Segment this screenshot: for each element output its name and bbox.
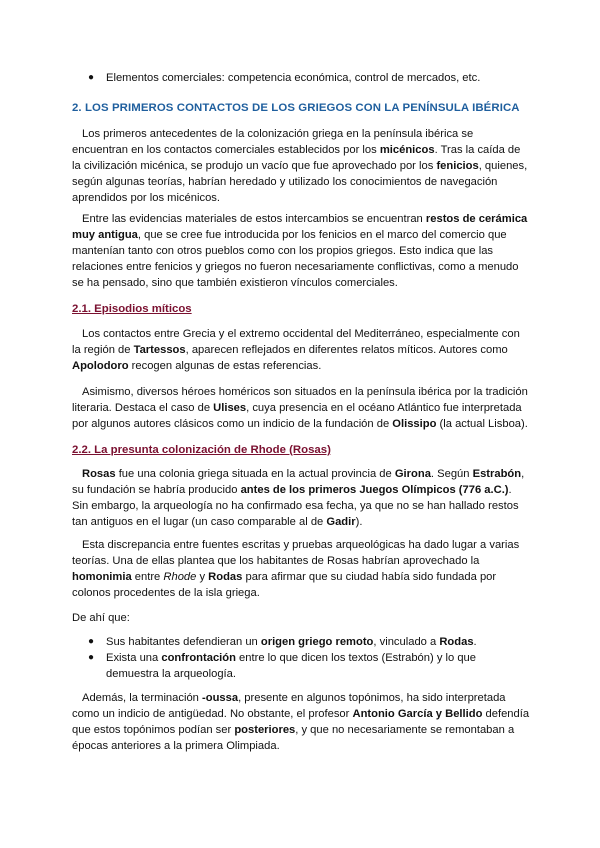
text-run: recogen algunas de estas referencias. — [128, 360, 322, 372]
text-run: Los primeros antecedentes de la colonización griega en la península ibérica se encuentran en los contactos comerciales establecidos por los — [72, 128, 474, 156]
bold-run: antes de los primeros Juegos Olímpicos (776 a.C.) — [240, 484, 509, 496]
italic-run: Rhode — [163, 571, 197, 583]
text-run: entre — [131, 571, 164, 583]
list-item — [88, 70, 548, 86]
bullet-text: Elementos comerciales: competencia económica, control de mercados, etc. — [106, 72, 481, 84]
section-2-heading: 2. LOS PRIMEROS CONTACTOS DE LOS GRIEGOS CON LA PENÍNSULA IBÉRICA — [72, 102, 520, 114]
text-run: , quienes, según algunas teorías, habrían heredado y utilizado los conocimientos de navegación aprendidos por los micénicos. — [72, 160, 528, 204]
text-run: fue una colonia griega situada en la actual provincia de — [115, 468, 395, 480]
bold-run: Rosas — [82, 468, 116, 480]
text-run: . — [473, 636, 477, 648]
bold-run: confrontación — [161, 652, 236, 664]
text-run: entre lo que dicen los textos (Estrabón) y lo que demuestra la arqueología. — [106, 652, 476, 680]
text-run: Entre las evidencias materiales de estos intercambios se encuentran — [82, 213, 426, 225]
lead-in-text: De ahí que: — [72, 612, 130, 624]
section-2-paragraph-1 — [72, 126, 530, 206]
text-run: , cuya presencia en el océano Atlántico fue interpretada por algunos autores clásicos como un indicio de la fundación de — [72, 402, 522, 430]
bold-run: -oussa — [202, 692, 239, 704]
list-item — [88, 634, 528, 650]
text-run: Los contactos entre Grecia y el extremo occidental del Mediterráneo, especialmente con la región de — [72, 328, 520, 356]
section-2-2-paragraph-1 — [72, 466, 530, 530]
bold-run: Antonio García y Bellido — [352, 708, 483, 720]
bold-run: Tartessos — [133, 344, 186, 356]
bold-run: Gadir — [326, 516, 356, 528]
text-run: Sus habitantes defendieran un — [106, 636, 261, 648]
section-2-paragraph-2 — [72, 211, 530, 291]
bold-run: Olissipo — [392, 418, 437, 430]
text-run: y — [196, 571, 209, 583]
bold-run: Ulises — [213, 402, 247, 414]
bullet-icon — [88, 634, 106, 650]
section-2-2-paragraph-2 — [72, 537, 530, 601]
bullet-icon — [88, 650, 106, 666]
text-run: . Según — [430, 468, 473, 480]
text-run: (la actual Lisboa). — [436, 418, 528, 430]
section-2-2-heading: 2.2. La presunta colonización de Rhode (Rosas) — [72, 444, 331, 456]
bullet-text — [106, 634, 477, 650]
text-run: , y que no necesariamente se remontaban a épocas anteriores a la primera Olimpiada. — [72, 724, 515, 752]
text-run: , vinculado a — [373, 636, 440, 648]
text-run: , su fundación se habría producido — [72, 468, 525, 496]
list-item — [88, 650, 528, 682]
bold-run: restos de cerámica muy antigua — [72, 213, 528, 241]
bold-run: homonimia — [72, 571, 132, 583]
top-bullet-list — [88, 70, 548, 86]
text-run: , que se cree fue introducida por los fenicios en el marco del comercio que mantenían tanto con otros pueblos como con los propios griegos. Esto indica que las relaciones entre fenicios y griegos no fueron necesariamente conflictivas, como a menudo se ha pensado, sino que también existieron vínculos comerciales. — [72, 229, 519, 289]
bold-run: fenicios — [436, 160, 479, 172]
text-run: Además, la terminación — [82, 692, 203, 704]
bullet-icon — [88, 70, 106, 86]
bold-run: Rodas — [208, 571, 243, 583]
text-run: Asimismo, diversos héroes homéricos son situados en la península ibérica por la tradición literaria. Destaca el caso de — [72, 386, 528, 414]
bold-run: Apolodoro — [72, 360, 129, 372]
section-2-1-paragraph-1 — [72, 326, 530, 374]
text-run: . Tras la caída de la civilización micénica, se produjo un vacío que fue aprovechado por los — [72, 144, 521, 172]
bold-run: posteriores — [234, 724, 296, 736]
bold-run: Girona — [394, 468, 431, 480]
bullet-text — [106, 650, 528, 682]
bold-run: micénicos — [379, 144, 435, 156]
text-run: Esta discrepancia entre fuentes escritas y pruebas arqueológicas ha dado lugar a varias teorías. Una de ellas plantea que los habitantes de Rosas habrían aprovechado la — [72, 539, 520, 567]
text-run: . Sin embargo, la arqueología no ha confirmado esa fecha, ya que no se han hallado restos tan antiguos en el lugar (un caso comparable al de — [72, 484, 519, 528]
section-2-1-paragraph-2 — [72, 384, 530, 432]
section-2-2-bullet-list — [88, 634, 528, 682]
section-2-1-heading: 2.1. Episodios míticos — [72, 303, 192, 315]
text-run: ). — [355, 516, 363, 528]
text-run: , aparecen reflejados en diferentes relatos míticos. Autores como — [185, 344, 508, 356]
section-2-2-paragraph-3 — [72, 690, 530, 754]
text-run: Exista una — [106, 652, 162, 664]
bold-run: origen griego remoto — [260, 636, 374, 648]
bold-run: Estrabón — [472, 468, 522, 480]
text-run: , presente en algunos topónimos, ha sido interpretada como un indicio de antigüedad. No obstante, el profesor — [72, 692, 506, 720]
bold-run: Rodas — [439, 636, 474, 648]
text-run: para afirmar que su ciudad había sido fundada por colonos procedentes de la isla griega. — [72, 571, 497, 599]
text-run: defendía que estos topónimos podían ser — [72, 708, 530, 736]
